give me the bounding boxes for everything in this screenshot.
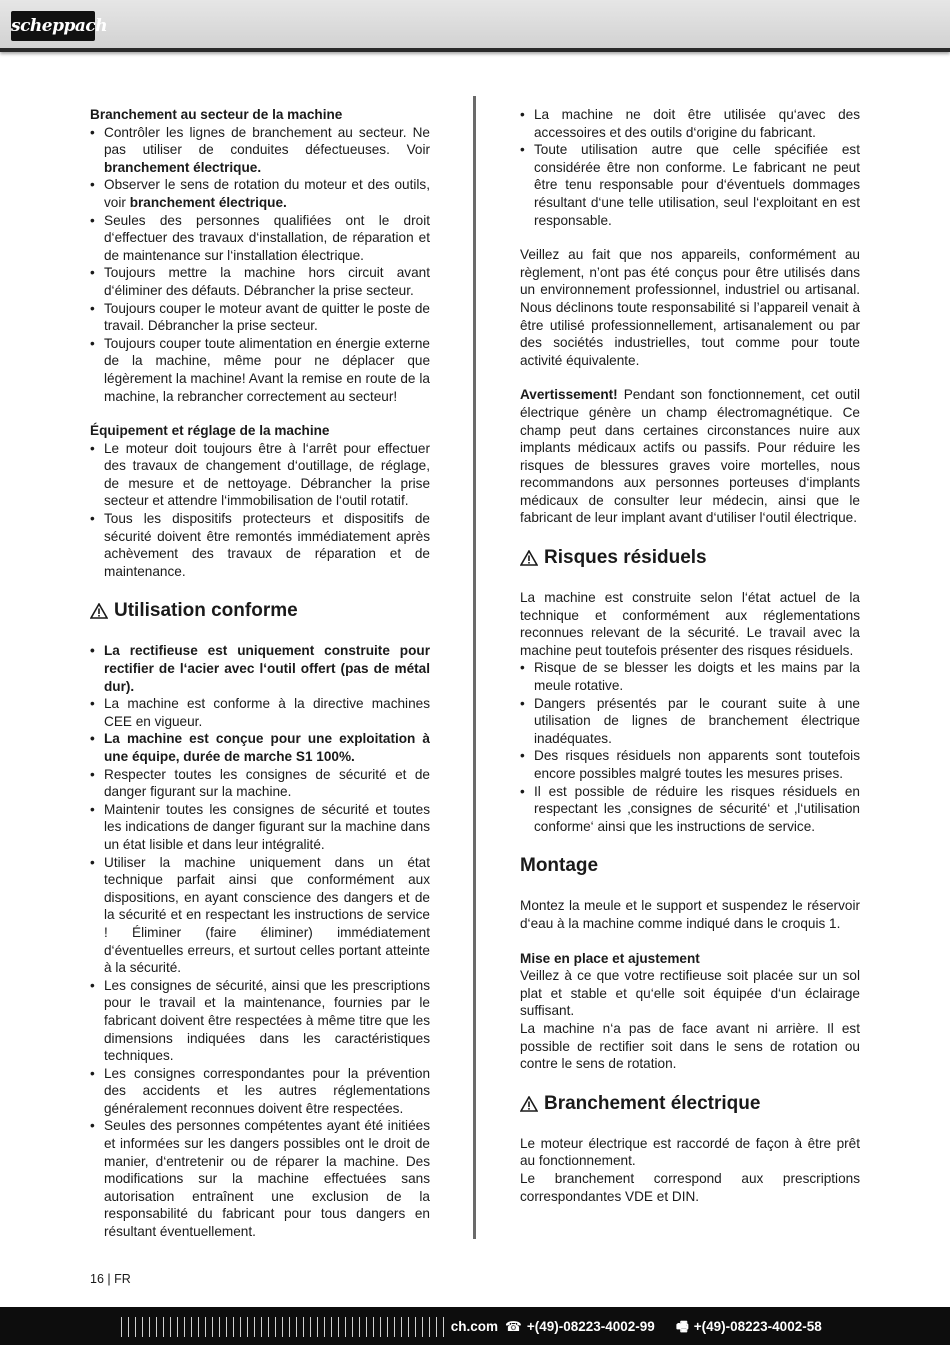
list-item: • Il est possible de réduire les risques résiduels en respectant les ‚consignes de sécurité‘ et ‚l‘utilisation conforme‘ ainsi que les instructions de service. <box>520 783 860 836</box>
page-header <box>0 0 950 52</box>
phone-icon: ☎ <box>505 1319 522 1334</box>
list-item: • La rectifieuse est uniquement construite pour rectifier de l‘acier avec l‘outil offert (pas de métal dur). <box>90 642 430 695</box>
list-item: • Toujours couper toute alimentation en énergie externe de la machine, même pour ne déplacer que légèrement la machine! Avant la remise en route de la machine, la rebrancher correctement au secteur! <box>90 335 430 405</box>
brand-logo: scheppach <box>11 11 95 41</box>
list-item: • Risque de se blesser les doigts et les mains par la meule rotative. <box>520 659 860 694</box>
list-item: • Seules des personnes qualifiées ont le droit d‘effectuer des travaux d‘installation, de réparation et de maintenance sur l‘installation électrique. <box>90 212 430 265</box>
section-title-equipment: Équipement et réglage de la machine <box>90 423 330 439</box>
list-item: • Seules des personnes compétentes ayant été initiées et informées sur les dangers possibles ont le droit de manier, d‘entretenir ou de réparer la machine. Des modifications sur la machine effectuées sans autorisation entraînent une exclusion de la responsabilité du fabricant pour tous dangers en résultant éventuellement. <box>90 1117 430 1240</box>
warning-triangle-icon <box>90 603 108 619</box>
list-item: • Toujours couper le moteur avant de quitter le poste de travail. Débrancher la prise secteur. <box>90 300 430 335</box>
equipment-list <box>90 440 430 581</box>
list-item: • Tous les dispositifs protecteurs et dispositifs de sécurité doivent être remontés immédiatement après achèvement des travaux de réparation et de maintenance. <box>90 510 430 580</box>
heading-assembly: Montage <box>520 855 599 877</box>
list-item: • Respecter toutes les consignes de sécurité et de danger figurant sur la machine. <box>90 766 430 801</box>
left-column <box>90 106 430 1241</box>
website-text: ch.com <box>118 1317 498 1337</box>
list-item: • Observer le sens de rotation du moteur et des outils, voir branchement électrique. <box>90 176 430 211</box>
list-item: • Maintenir toutes les consignes de sécurité et toutes les indications de danger figurant sur la machine dans un état lisible et dans leur intégralité. <box>90 801 430 854</box>
section-title-mains: Branchement au secteur de la machine <box>90 107 343 122</box>
intended-use-list <box>90 642 430 1240</box>
heading-residual-risks: Risques résiduels <box>520 546 860 570</box>
risks-intro: La machine est construite selon l‘état actuel de la technique et conformément aux réglementations reconnues relevant de la sécurité. Le travail avec la machine peut toutefois présenter des risques résiduels. <box>520 590 860 658</box>
electrical-paragraph-1: Le moteur électrique est raccordé de façon à être prêt au fonctionnement. <box>520 1135 860 1169</box>
list-item: • Contrôler les lignes de branchement au secteur. Ne pas utiliser de conduites défectueuses. Voir branchement électrique. <box>90 124 430 177</box>
setup-paragraph-1: Veillez à ce que votre rectifieuse soit placée sur un sol plat et stable et qu‘elle soit équipée d‘un éclairage suffisant. <box>520 968 860 1019</box>
warning-paragraph: Avertissement! Pendant son fonctionnement, cet outil électrique génère un champ électromagnétique. Ce champ peut dans certaines circonstances nuire aux implants médicaux actifs ou passifs. Pour réduire les risques de blessures graves voire mortelles, nous recommandons aux personnes porteuses d‘implants médicaux de consulter leur médecin, ainsi que le fabricant de leur implant avant d‘utiliser l‘outil électrique. <box>520 387 860 526</box>
page-footer <box>0 1307 950 1345</box>
risks-list <box>520 659 860 835</box>
list-item: • Toujours mettre la machine hors circuit avant d‘éliminer des défauts. Débrancher la prise secteur. <box>90 264 430 299</box>
list-item: • Toute utilisation autre que celle spécifiée est considérée être non conforme. Le fabricant ne peut être tenu responsable pour d‘éventuels dommages résultant d‘une telle utilisation, seul l‘exploitant en est responsable. <box>520 141 860 229</box>
warning-triangle-icon <box>520 550 538 566</box>
list-item: • Des risques résiduels non apparents sont toutefois encore possibles malgré toutes les mesures prises. <box>520 747 860 782</box>
fax-number: 🖷 +(49)-08223-4002-58 <box>676 1317 822 1337</box>
setup-title: Mise en place et ajustement <box>520 950 700 966</box>
heading-electrical-connection: Branchement électrique <box>520 1092 860 1116</box>
list-item: • Dangers présentés par le courant suite à une utilisation de lignes de branchement électrique inadéquates. <box>520 695 860 748</box>
list-item: • La machine est conforme à la directive machines CEE en vigueur. <box>90 695 430 730</box>
setup-paragraph-2: La machine n‘a pas de face avant ni arrière. Il est possible de rectifier soit dans le sens de rotation ou contre le sens de rotation. <box>520 1020 860 1072</box>
list-item: • Les consignes correspondantes pour la prévention des accidents et les autres réglementations généralement reconnues doivent être respectées. <box>90 1065 430 1118</box>
column-divider <box>473 96 476 1239</box>
professional-use-paragraph: Veillez au fait que nos appareils, conformément au règlement, n’ont pas été conçus pour être utilisés dans un environnement professionnel, industriel ou artisanal. Nous déclinons toute responsabilité si l’appareil venait à être utilisé professionnellement, artisanalement ou par des sociétés industrielles, tout comme pour toute activité équivalente. <box>520 247 860 368</box>
phone-number: ☎ +(49)-08223-4002-99 <box>505 1317 655 1337</box>
electrical-paragraph-2: Le branchement correspond aux prescriptions correspondantes VDE et DIN. <box>520 1170 860 1204</box>
mains-list <box>90 124 430 406</box>
list-item: • La machine ne doit être utilisée qu‘avec des accessoires et des outils d‘origine du fabricant. <box>520 106 860 141</box>
heading-intended-use: Utilisation conforme <box>90 599 430 623</box>
fax-icon: 🖷 <box>676 1319 689 1334</box>
usage-list <box>520 106 860 229</box>
list-item: • Les consignes de sécurité, ainsi que les prescriptions pour le travail et la maintenance, fournies par le fabricant doivent être respectées à même titre que les dimensions indiquées dans les caractéristiques techniques. <box>90 977 430 1065</box>
list-item: • Le moteur doit toujours être à l‘arrêt pour effectuer des travaux de changement d‘outillage, de réglage, de mesure et de nettoyage. Débrancher la prise secteur et attendre l‘immobilisation de l‘outil rotatif. <box>90 440 430 510</box>
page-number: 16 | FR <box>90 1272 131 1286</box>
list-item: • La machine est conçue pour une exploitation à une équipe, durée de marche S1 100%. <box>90 730 430 765</box>
warning-label: Avertissement! <box>520 387 618 403</box>
list-item: • Utiliser la machine uniquement dans un état technique parfait ainsi que conformément aux dispositions, en ayant conscience des dangers et de la sécurité et en respectant les instructions de service ! Éliminer (faire éliminer) immédiatement d‘éventuelles erreurs, et surtout celles portant atteinte à la sécurité. <box>90 854 430 977</box>
assembly-text: Montez la meule et le support et suspendez le réservoir d‘eau à la machine comme indiqué dans le croquis 1. <box>520 898 860 931</box>
warning-triangle-icon <box>520 1096 538 1112</box>
right-column <box>520 106 860 1205</box>
